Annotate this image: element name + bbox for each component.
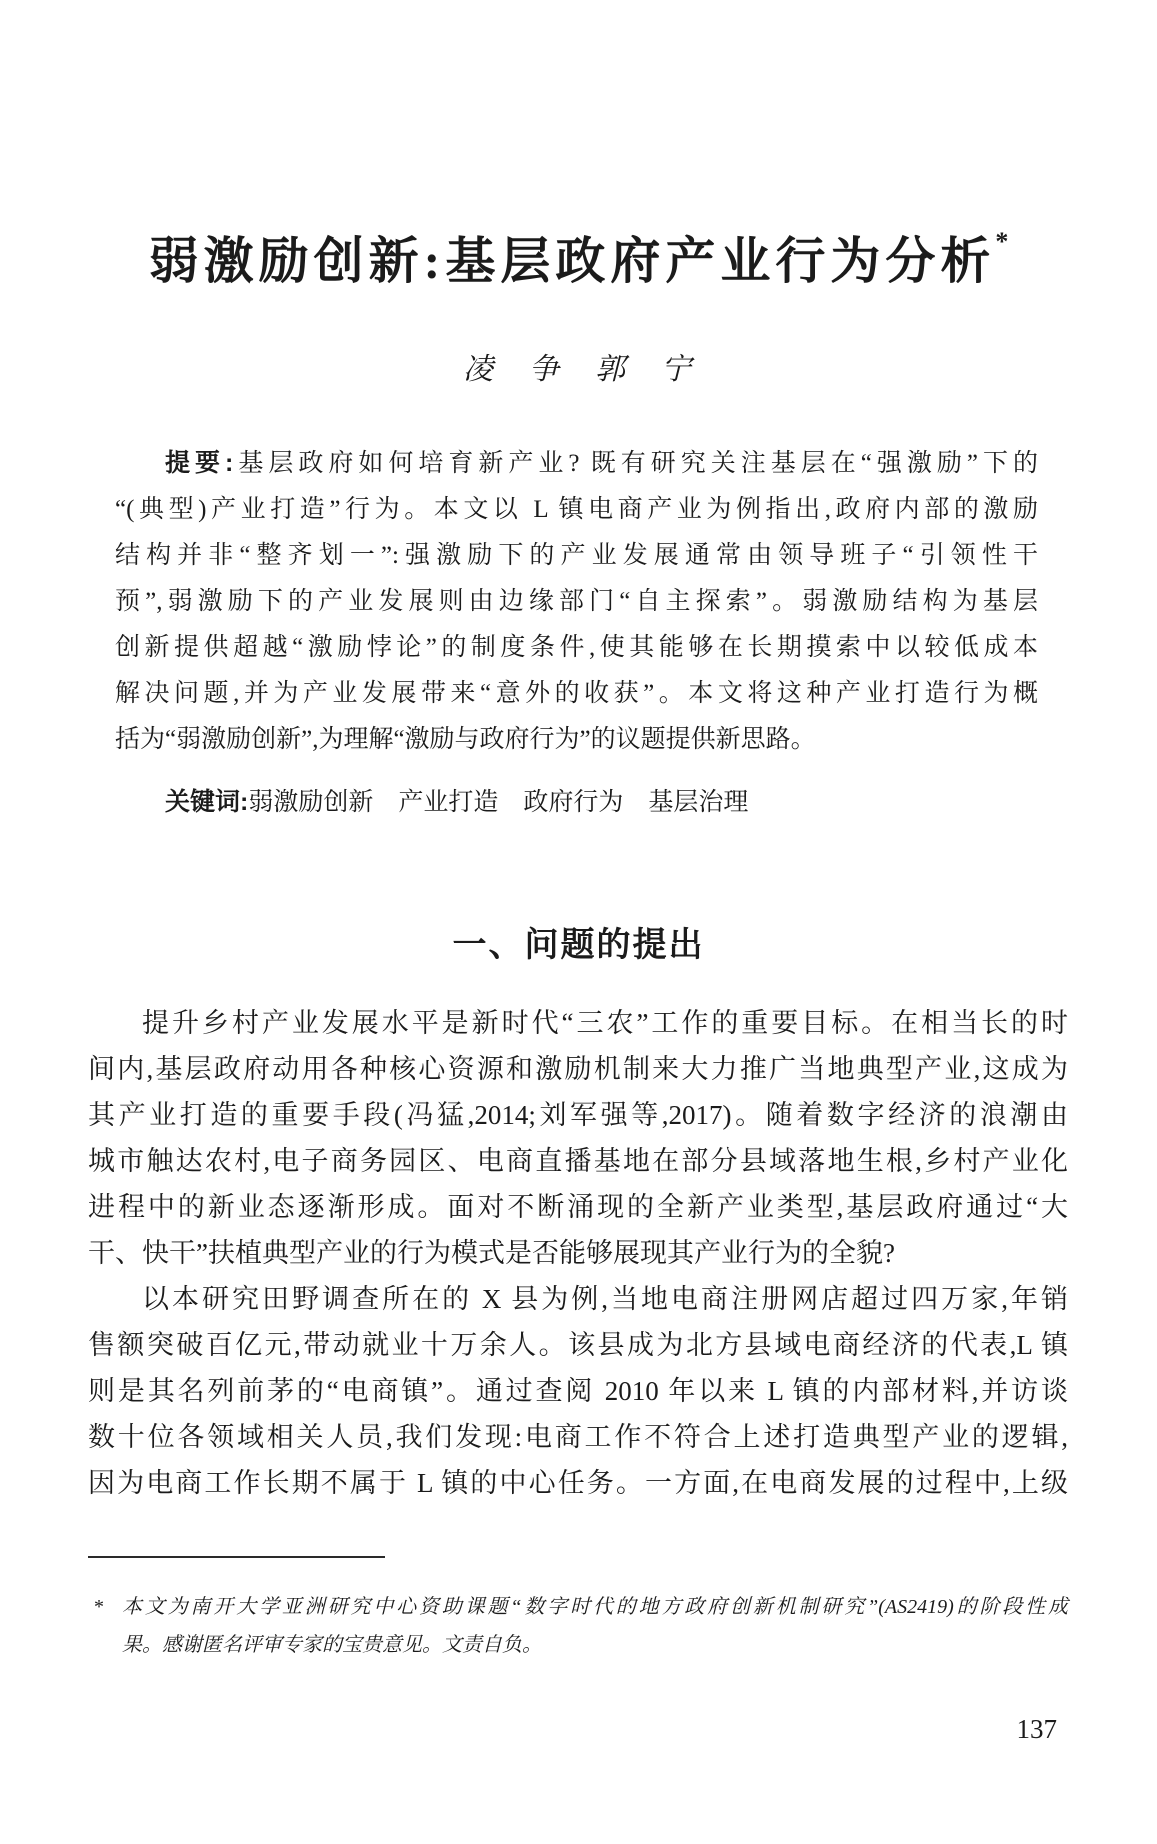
- abstract-line: 预”,弱激励下的产业发展则由边缘部门“自主探索”。弱激励结构为基层: [115, 588, 1038, 615]
- section-heading: 一、问题的提出: [452, 927, 705, 965]
- authors: 凌 争 郭 宁: [463, 353, 694, 386]
- footnote-marker: *: [94, 1596, 104, 1618]
- body-line: 数十位各领域相关人员,我们发现:电商工作不符合上述打造典型产业的逻辑,: [88, 1422, 1068, 1452]
- title-footnote-marker: *: [995, 226, 1009, 256]
- body-line: 因为电商工作长期不属于 L 镇的中心任务。一方面,在电商发展的过程中,上级: [88, 1468, 1068, 1498]
- body-line: 以本研究田野调查所在的 X 县为例,当地电商注册网店超过四万家,年销: [142, 1284, 1068, 1314]
- paper-title: [0, 212, 1157, 291]
- abstract-line: 解决问题,并为产业发展带来“意外的收获”。本文将这种产业打造行为概: [115, 680, 1038, 707]
- page-number: 137: [1016, 1714, 1057, 1744]
- paper-title-text: 弱激励创新:基层政府产业行为分析: [148, 232, 996, 289]
- body-line: 城市触达农村,电子商务园区、电商直播基地在部分县域落地生根,乡村产业化: [88, 1146, 1068, 1176]
- abstract-line: “(典型)产业打造”行为。本文以 L 镇电商产业为例指出,政府内部的激励: [115, 496, 1038, 523]
- abstract-line: 结构并非“整齐划一”:强激励下的产业发展通常由领导班子“引领性干: [115, 542, 1038, 569]
- paragraph: [88, 1276, 1068, 1506]
- body-line: 干、快干”扶植典型产业的行为模式是否能够展现其产业行为的全貌?: [88, 1238, 895, 1268]
- body-line: 其产业打造的重要手段(冯猛,2014;刘军强等,2017)。随着数字经济的浪潮由: [88, 1100, 1068, 1130]
- keywords-label: 关键词:: [165, 788, 249, 816]
- keywords-line: [115, 779, 1038, 826]
- footnote: [88, 1588, 1068, 1664]
- footnote-line: 果。感谢匿名评审专家的宝贵意见。文责自负。: [122, 1634, 542, 1656]
- body-line: 提升乡村产业发展水平是新时代“三农”工作的重要目标。在相当长的时: [142, 1008, 1068, 1038]
- footnote-line: 本文为南开大学亚洲研究中心资助课题“数字时代的地方政府创新机制研究”(AS2419)的阶段性成: [122, 1596, 1068, 1618]
- abstract: [115, 440, 1038, 826]
- abstract-label: 提要:: [165, 449, 234, 477]
- abstract-line: 括为“弱激励创新”,为理解“激励与政府行为”的议题提供新思路。: [115, 726, 816, 753]
- body-line: 间内,基层政府动用各种核心资源和激励机制来大力推广当地典型产业,这成为: [88, 1054, 1068, 1084]
- paragraph: [88, 1000, 1068, 1276]
- abstract-line-text: 基层政府如何培育新产业? 既有研究关注基层在“强激励”下的: [233, 450, 1039, 477]
- body-line: 售额突破百亿元,带动就业十万余人。该县成为北方县域电商经济的代表,L 镇: [88, 1330, 1068, 1360]
- keywords-text: 弱激励创新 产业打造 政府行为 基层治理: [248, 789, 749, 816]
- footnote-rule: [88, 1556, 385, 1558]
- body-text: [88, 1000, 1068, 1506]
- body-line: 则是其名列前茅的“电商镇”。通过查阅 2010 年以来 L 镇的内部材料,并访谈: [88, 1376, 1068, 1406]
- body-line: 进程中的新业态逐渐形成。面对不断涌现的全新产业类型,基层政府通过“大: [88, 1192, 1068, 1222]
- abstract-line: [115, 440, 1038, 487]
- abstract-line: 创新提供超越“激励悖论”的制度条件,使其能够在长期摸索中以较低成本: [115, 634, 1038, 661]
